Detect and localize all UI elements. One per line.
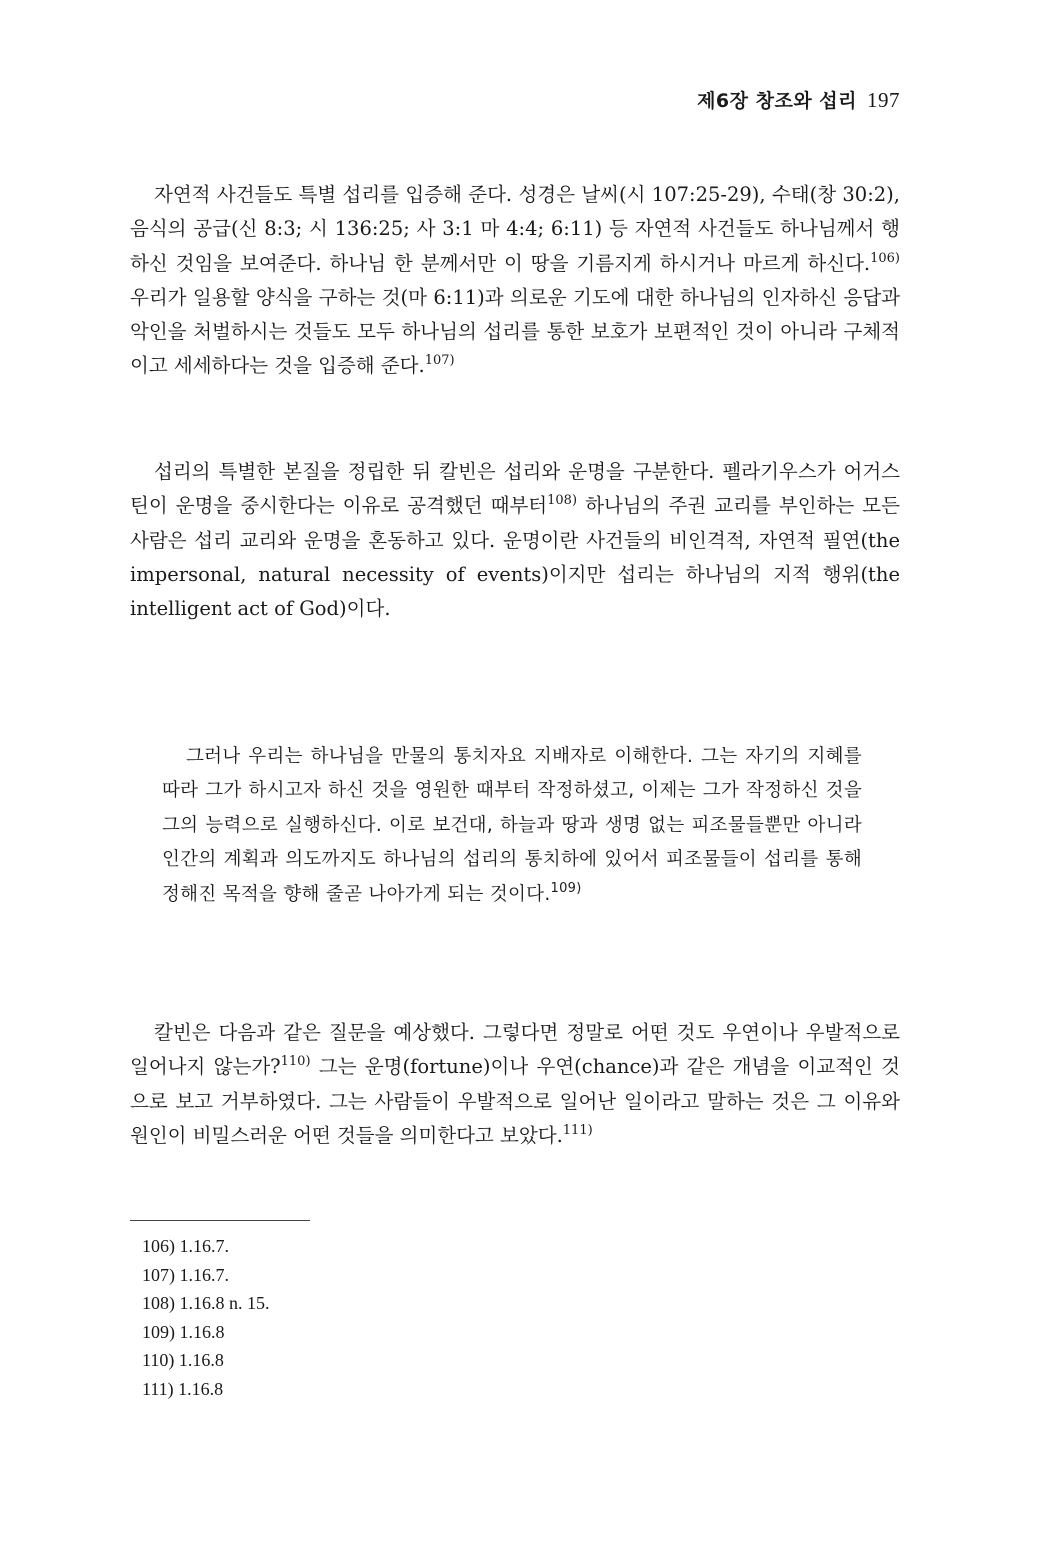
footnote-111: 111) 1.16.8 [142,1378,224,1399]
footnote-divider [130,1220,310,1221]
footnote-ref-111[interactable]: 111) [562,1122,593,1138]
paragraph-text: 그는 운명(fortune)이나 우연(chance)과 같은 개념을 이교적인 것으로 보고 거부하였다. 그는 사람들이 우발적으로 일어난 일이라고 말하는 것은 그 이유와 원인이 비밀스러운 어떤 것들을 의미한다고 보았다. [130,1055,901,1147]
paragraph-chance [130,1016,900,1153]
paragraph-providence-vs-fate [130,455,900,626]
footnote-ref-107[interactable]: 107) [424,353,455,369]
chapter-title: 제6장 창조와 섭리 [697,90,857,112]
paragraph-text: 섭리의 특별한 본질을 정립한 뒤 칼빈은 섭리와 운명을 구분한다. 펠라기우스가 어거스틴이 운명을 중시한다는 이유로 공격했던 때부터 [130,460,900,518]
footnote-ref-108[interactable]: 108) [547,493,578,509]
footnote-108: 108) 1.16.8 n. 15. [142,1293,270,1314]
footnote-ref-106[interactable]: 106) [870,250,900,266]
footnote-ref-109[interactable]: 109) [550,880,582,896]
quote-text: 그러나 우리는 하나님을 만물의 통치자요 지배자로 이해한다. 그는 자기의 지혜를 따라 그가 하시고자 하신 것을 영원한 때부터 작정하셨고, 이제는 그가 작정하신 것을 그의 능력으로 실행하신다. 이로 보건대, 하늘과 땅과 생명 없는 피조물들뿐만 아니라 인간의 계획과 의도까지도 하나님의 섭리의 통치하에 있어서 피조물들이 섭리를 통해 정해진 목적을 향해 줄곧 나아가게 되는 것이다. [162,746,862,905]
footnotes [142,1232,270,1404]
paragraph-text: 우리가 일용할 양식을 구하는 것(마 6:11)과 의로운 기도에 대한 하나님의 인자하신 응답과 악인을 처벌하시는 것들도 모두 하나님의 섭리를 통한 보호가 보편적인 것이 아니라 구체적이고 세세하다는 것을 입증해 준다. [130,285,900,378]
paragraph-special-providence [130,178,900,384]
footnote-106: 106) 1.16.7. [142,1236,229,1256]
paragraph-text: 자연적 사건들도 특별 섭리를 입증해 준다. 성경은 날씨(시 107:25-29), 수태(창 30:2), 음식의 공급(신 8:3; 시 136:25; 사 3:1 마 4:4; 6:11) 등 자연적 사건들도 하나님께서 행하신 것임을 보여준다. 하나님 한 분께서만 이 땅을 기름지게 하시거나 마르게 하신다. [130,183,900,275]
footnote-ref-110[interactable]: 110) [280,1054,311,1070]
footnote-109: 109) 1.16.8 [142,1321,225,1342]
running-header [660,86,900,113]
page-number: 197 [867,88,900,112]
footnote-110: 110) 1.16.8 [142,1350,224,1371]
paragraph-text: 하나님의 주권 교리를 부인하는 모든 사람은 섭리 교리와 운명을 혼동하고 있다. 운명이란 사건들의 비인격적, 자연적 필연(the impersonal, natural necessity of events)이지만 섭리는 하나님의 지적 행위(the intelligent act of God)이다. [130,494,900,621]
footnote-107: 107) 1.16.7. [142,1264,229,1285]
paragraph-text: 칼빈은 다음과 같은 질문을 예상했다. 그렇다면 정말로 어떤 것도 우연이나 우발적으로 일어나지 않는가? [130,1021,900,1079]
block-quote [162,740,862,912]
